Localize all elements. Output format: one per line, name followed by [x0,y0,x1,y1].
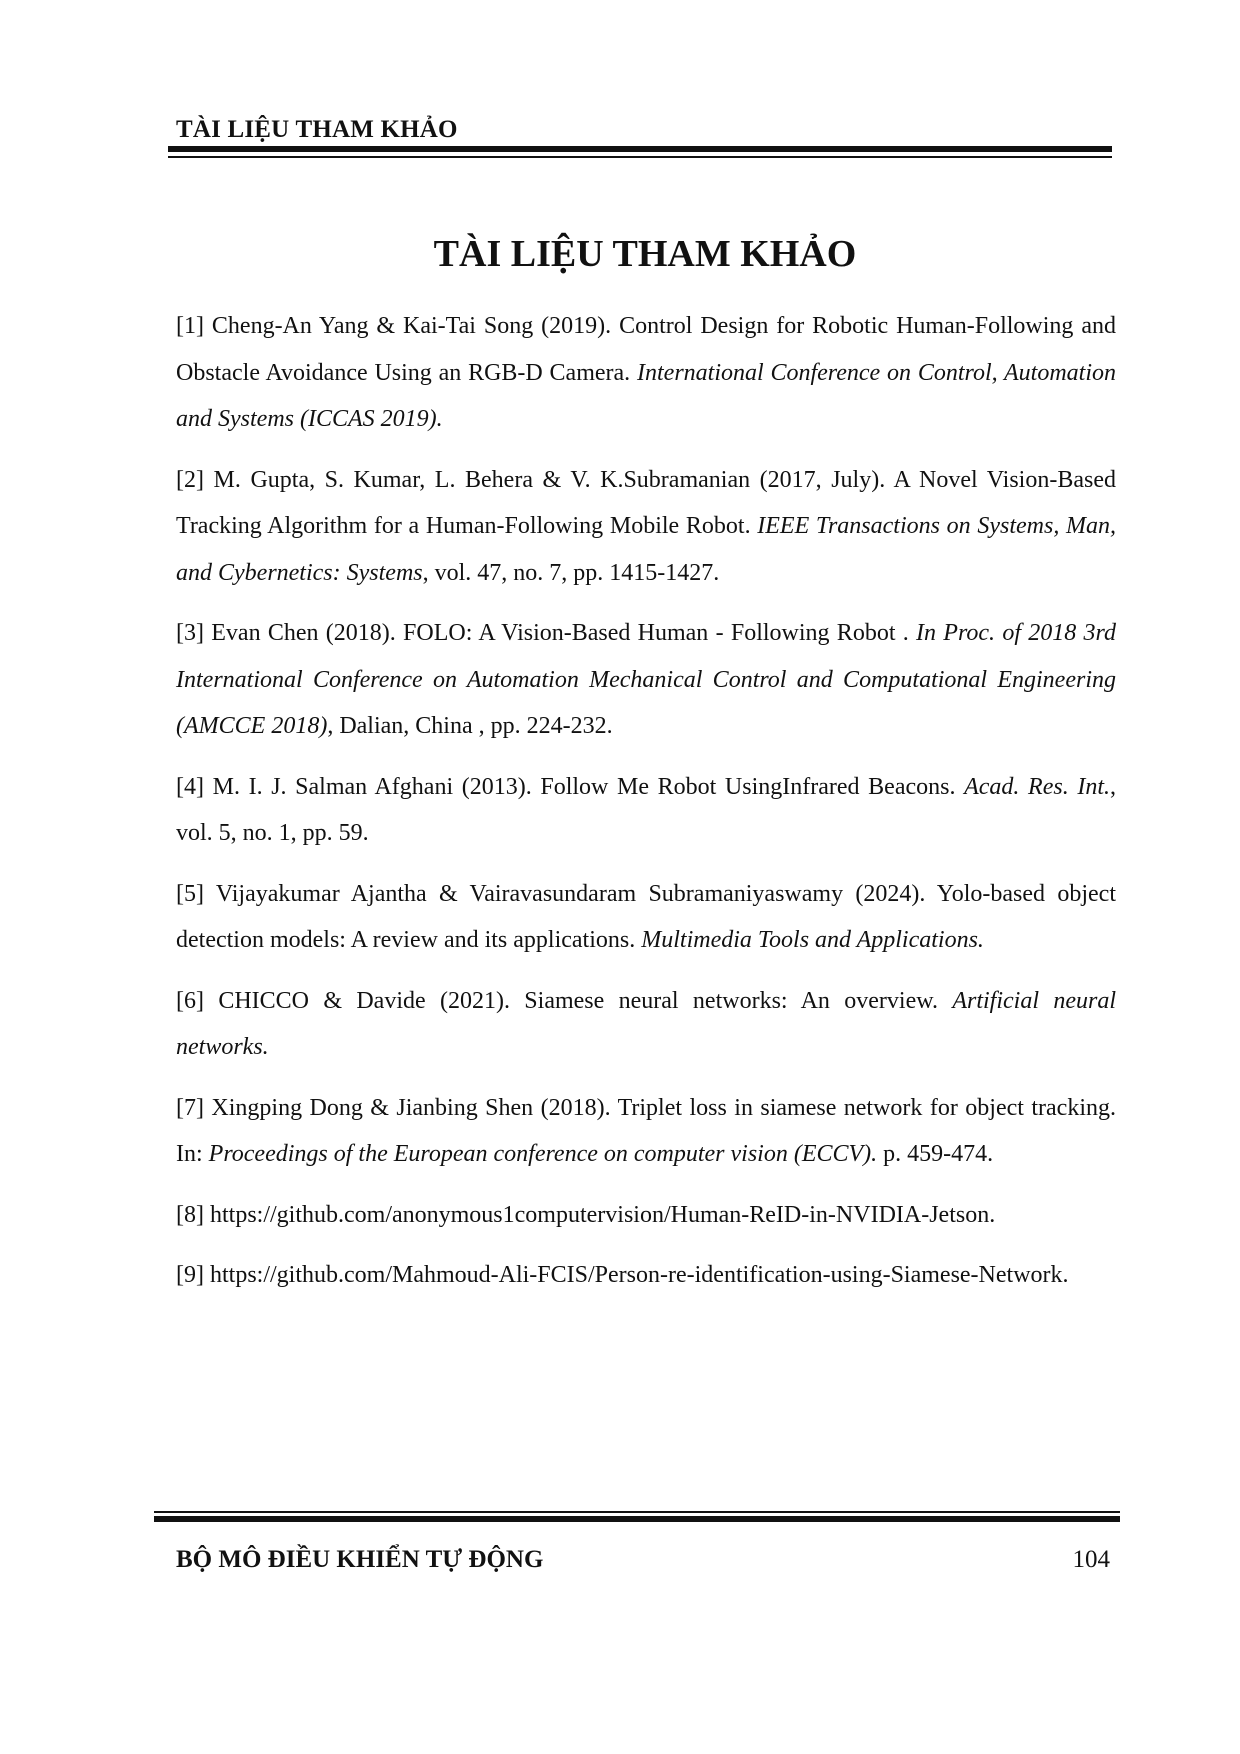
reference-venue: Acad. Res. Int. [964,773,1110,800]
reference-text: [2] M. Gupta, S. Kumar, L. Behera & V. K.Subramanian (2017, July). A Novel Vision-Based Tracking Algorithm for a Human-Following Mobile Robot. [176,466,1116,539]
reference-list [176,303,1116,1313]
reference-item [176,610,1116,750]
footer-rule-thin [154,1511,1120,1513]
page-number: 104 [1072,1546,1110,1573]
reference-text: [6] CHICCO & Davide (2021). Siamese neural networks: An overview. [176,987,953,1014]
reference-details: , vol. 5, no. 1, pp. 59. [176,773,1116,846]
reference-venue: International Conference on Control, Automation and Systems (ICCAS 2019). [176,359,1117,432]
reference-item [176,978,1116,1071]
page-title: TÀI LIỆU THAM KHẢO [433,233,857,275]
reference-text: [4] M. I. J. Salman Afghani (2013). Follow Me Robot UsingInfrared Beacons. [176,773,965,800]
header-rule-thin [168,156,1112,158]
footer-rule-thick [154,1516,1120,1522]
reference-text: [7] Xingping Dong & Jianbing Shen (2018). Triplet loss in siamese network for object tracking. In: [176,1094,1116,1167]
reference-link-item[interactable]: [8] https://github.com/anonymous1computervision/Human-ReID-in-NVIDIA-Jetson. [176,1201,996,1228]
reference-text: [1] Cheng-An Yang & Kai-Tai Song (2019). Control Design for Robotic Human-Following and Obstacle Avoidance Using an RGB-D Camera. [176,313,1116,386]
reference-item [176,303,1116,443]
reference-venue: IEEE Transactions on Systems, Man, and Cybernetics: Systems [176,513,1117,586]
reference-text: [5] Vijayakumar Ajantha & Vairavasundaram Subramaniyaswamy (2024). Yolo-based object detection models: A review and its applications. [176,880,1116,953]
header-rule-thick [168,146,1112,152]
reference-item [176,871,1116,964]
running-header: TÀI LIỆU THAM KHẢO [176,116,458,143]
reference-details: , vol. 47, no. 7, pp. 1415-1427. [422,559,720,586]
reference-details: p. 459-474. [877,1141,994,1167]
reference-venue: Multimedia Tools and Applications. [641,927,984,953]
reference-venue: In Proc. of 2018 3rd International Conference on Automation Mechanical Control and Computational Engineering (AMCCE 2018) [176,620,1116,739]
reference-text: [3] Evan Chen (2018). FOLO: A Vision-Based Human - Following Robot . [176,620,917,646]
footer-label: BỘ MÔ ĐIỀU KHIỂN TỰ ĐỘNG [176,1546,544,1573]
reference-item [176,764,1116,857]
reference-details: , Dalian, China , pp. 224-232. [327,713,613,739]
reference-venue: Artificial neural networks. [176,987,1117,1060]
reference-item [176,457,1116,597]
reference-link-item[interactable]: [9] https://github.com/Mahmoud-Ali-FCIS/Person-re-identification-using-Siamese-Network. [176,1262,1069,1288]
reference-item [176,1085,1116,1178]
reference-venue: Proceedings of the European conference on computer vision (ECCV). [208,1141,878,1167]
